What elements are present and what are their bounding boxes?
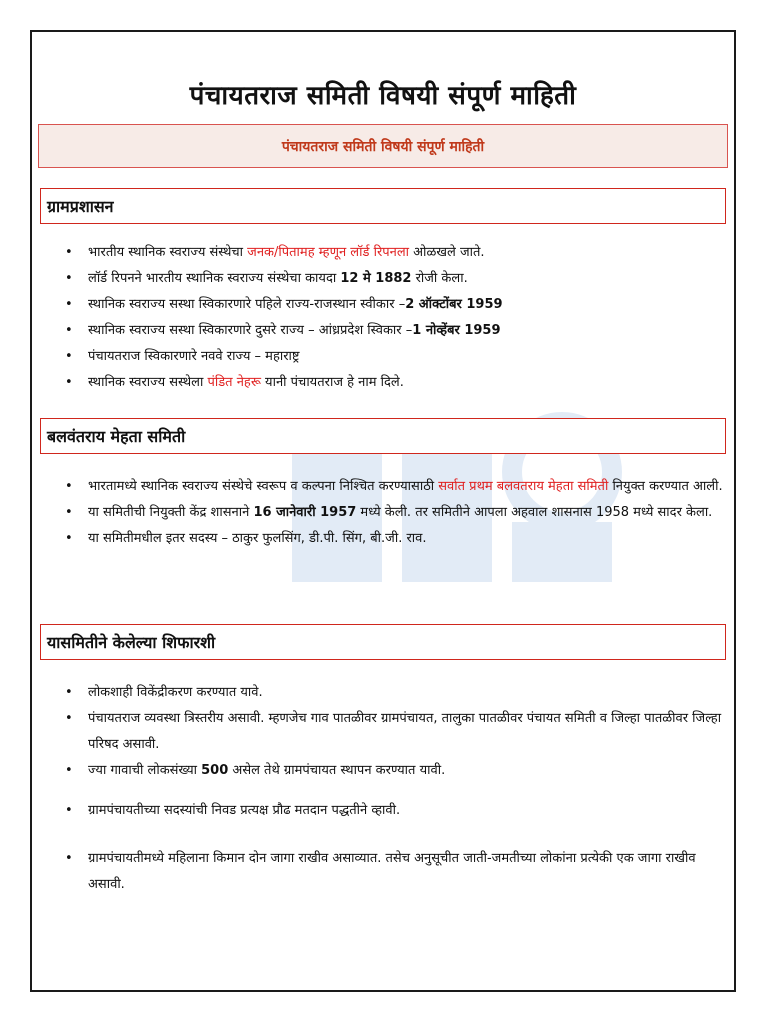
list-item (40, 706, 724, 758)
item-text: स्थानिक स्वराज्य सस्था स्विकारणारे पहिले राज्य-राजस्थान स्वीकार – (88, 297, 406, 312)
item-text: नियुक्त करण्यात आली. (608, 479, 723, 494)
item-text: या समितीची नियुक्ती केंद्र शासनाने (88, 505, 254, 520)
document-title: पंचायतराज समिती विषयी संपूर्ण माहिती (189, 81, 577, 111)
document-page (30, 30, 736, 992)
item-text: भारतीय स्थानिक स्वराज्य संस्थेचा (88, 245, 248, 260)
item-text: मध्ये केली. तर समितीने आपला अहवाल शासनास 1958 मध्ये सादर केला. (356, 505, 713, 520)
list-item (40, 474, 724, 500)
list-item (40, 318, 724, 344)
list-item (40, 500, 724, 526)
list-item (40, 266, 724, 292)
section-heading-balwantrai-mehta: बलवंतराय मेहता समिती (40, 418, 726, 454)
item-text: स्थानिक स्वराज्य सस्थेला (88, 375, 208, 390)
item-text: स्थानिक स्वराज्य सस्था स्विकारणारे दुसरे राज्य – आंध्रप्रदेश स्विकार – (88, 323, 413, 338)
emphasis-text: 500 (201, 763, 229, 778)
list-item (40, 240, 724, 266)
list-item (40, 292, 724, 318)
bullet-list-shifarshi (40, 680, 724, 898)
list-item (40, 798, 724, 824)
item-text: ग्रामपंचायतीच्या सदस्यांची निवड प्रत्यक्ष प्रौढ मतदान पद्धतीने व्हावी. (88, 803, 401, 818)
item-text: या समितीमधील इतर सदस्य – ठाकुर फुलसिंग, डी.पी. सिंग, बी.जी. राव. (88, 531, 427, 546)
list-item (40, 370, 724, 396)
bullet-list-balwantrai-mehta (40, 474, 724, 552)
item-text: लोकशाही विकेंद्रीकरण करण्यात यावे. (88, 685, 263, 700)
emphasis-text: 1 नोव्हेंबर 1959 (412, 323, 501, 338)
highlight-text: पंडित नेहरू (207, 375, 261, 390)
list-item (40, 526, 724, 552)
item-text: ज्या गावाची लोकसंख्या (88, 763, 202, 778)
bullet-list-gram-prashasan (40, 240, 724, 396)
item-text: भारतामध्ये स्थानिक स्वराज्य संस्थेचे स्वरूप व कल्पना निश्चित करण्यासाठी (88, 479, 439, 494)
item-text: पंचायतराज स्विकारणारे नववे राज्य – महाराष्ट्र (88, 349, 300, 364)
list-item (40, 846, 724, 898)
item-text: ओळखले जाते. (409, 245, 485, 260)
title-banner: पंचायतराज समिती विषयी संपूर्ण माहिती (38, 124, 728, 168)
item-text: असेल तेथे ग्रामपंचायत स्थापन करण्यात यावी. (228, 763, 446, 778)
highlight-text: जनक/पितामह म्हणून लॉर्ड रिपनला (247, 245, 410, 260)
item-text: लॉर्ड रिपनने भारतीय स्थानिक स्वराज्य संस्थेचा कायदा (88, 271, 341, 286)
highlight-text: सर्वात प्रथम बलवतराय मेहता समिती (438, 479, 609, 494)
list-item (40, 680, 724, 706)
item-text: रोजी केला. (411, 271, 468, 286)
item-text: पंचायतराज व्यवस्था त्रिस्तरीय असावी. म्हणजेच गाव पातळीवर ग्रामपंचायत, तालुका पातळीवर पंचायत समिती व जिल्हा पातळीवर जिल्हा परिषद असावी. (88, 711, 722, 752)
emphasis-text: 16 जानेवारी 1957 (253, 505, 357, 520)
item-text: यानी पंचायतराज हे नाम दिले. (260, 375, 404, 390)
emphasis-text: 12 मे 1882 (340, 271, 412, 286)
item-text: ग्रामपंचायतीमध्ये महिलाना किमान दोन जागा राखीव असाव्यात. तसेच अनुसूचीत जाती-जमतीच्या लोकांना प्रत्येकी एक जागा राखीव असावी. (88, 851, 696, 892)
section-heading-shifarshi: यासमितीने केलेल्या शिफारशी (40, 624, 726, 660)
list-item (40, 758, 724, 784)
section-heading-gram-prashasan: ग्रामप्रशासन (40, 188, 726, 224)
list-item (40, 344, 724, 370)
emphasis-text: 2 ऑक्टोंबर 1959 (405, 297, 503, 312)
